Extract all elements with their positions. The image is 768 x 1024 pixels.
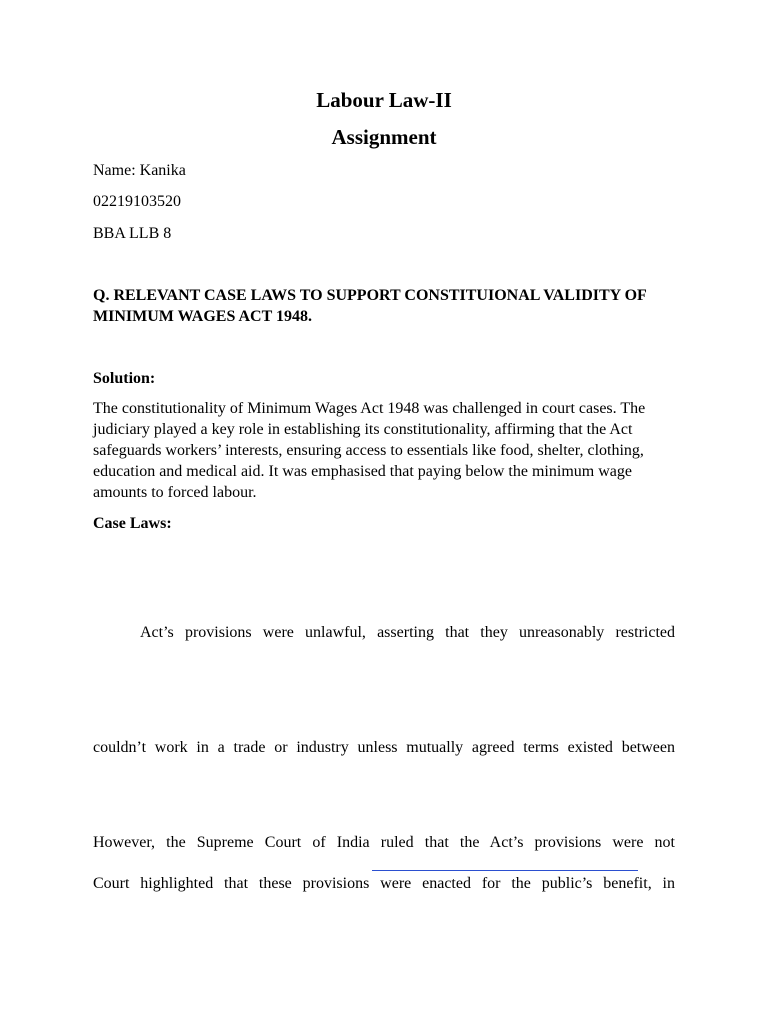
- case-laws-heading: Case Laws:: [93, 515, 172, 532]
- hyperlink-underline[interactable]: [372, 870, 638, 871]
- case-law-line-2: couldn’t work in a trade or industry unless mutually agreed terms existed between: [93, 739, 675, 756]
- question-heading: Q. RELEVANT CASE LAWS TO SUPPORT CONSTITUIONAL VALIDITY OF MINIMUM WAGES ACT 1948.: [93, 287, 647, 325]
- solution-paragraph: The constitutionality of Minimum Wages Act 1948 was challenged in court cases. The judiciary played a key role in establishing its constitutionality, affirming that the Act safeguards workers’ interests, ensuring access to essentials like food, shelter, clothing, education and medical aid. It was emphasised that paying below the minimum wage amounts to forced labour.: [93, 400, 646, 501]
- roll-number: 02219103520: [93, 193, 181, 210]
- case-law-line-1: Act’s provisions were unlawful, asserting that they unreasonably restricted: [140, 624, 675, 641]
- solution-heading: Solution:: [93, 370, 156, 387]
- student-name: Name: Kanika: [93, 162, 186, 179]
- case-law-line-4: Court highlighted that these provisions were enacted for the public’s benefit, in: [93, 875, 675, 892]
- document-subtitle: Assignment: [331, 125, 437, 149]
- course-name: BBA LLB 8: [93, 225, 172, 242]
- document-title: Labour Law-II: [316, 88, 452, 112]
- case-law-line-3: However, the Supreme Court of India ruled that the Act’s provisions were not: [93, 834, 675, 851]
